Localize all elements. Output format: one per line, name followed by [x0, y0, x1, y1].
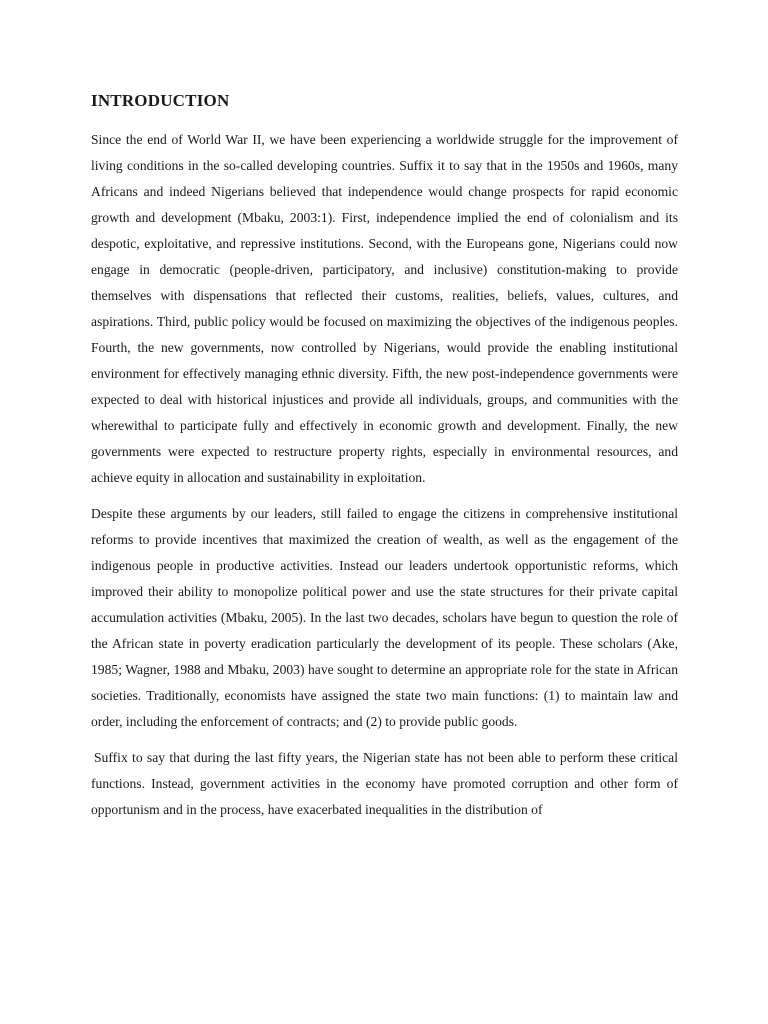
- paragraph-1: Since the end of World War II, we have been experiencing a worldwide struggle for the improvement of living conditions in the so-called developing countries. Suffix it to say that in the 1950s and 1960s, many Africans and indeed Nigerians believed that independence would change prospects for rapid economic growth and development (Mbaku, 2003:1). First, independence implied the end of colonialism and its despotic, exploitative, and repressive institutions. Second, with the Europeans gone, Nigerians could now engage in democratic (people-driven, participatory, and inclusive) constitution-making to provide themselves with dispensations that reflected their customs, realities, beliefs, values, cultures, and aspirations. Third, public policy would be focused on maximizing the objectives of the indigenous peoples. Fourth, the new governments, now controlled by Nigerians, would provide the enabling institutional environment for effectively managing ethnic diversity. Fifth, the new post-independence governments were expected to deal with historical injustices and provide all individuals, groups, and communities with the wherewithal to participate fully and effectively in economic growth and development. Finally, the new governments were expected to restructure property rights, especially in environmental resources, and achieve equity in allocation and sustainability in exploitation.: [91, 132, 678, 485]
- paragraph-2: Despite these arguments by our leaders, still failed to engage the citizens in comprehensive institutional reforms to provide incentives that maximized the creation of wealth, as well as the engagement of the indigenous people in productive activities. Instead our leaders undertook opportunistic reforms, which improved their ability to monopolize political power and use the state structures for their private capital accumulation activities (Mbaku, 2005). In the last two decades, scholars have begun to question the role of the African state in poverty eradication particularly the development of its people. These scholars (Ake, 1985; Wagner, 1988 and Mbaku, 2003) have sought to determine an appropriate role for the state in African societies. Traditionally, economists have assigned the state two main functions: (1) to maintain law and order, including the enforcement of contracts; and (2) to provide public goods.: [91, 506, 678, 729]
- page-title: INTRODUCTION: [91, 91, 230, 110]
- document-page: [91, 88, 678, 833]
- paragraph-3: Suffix to say that during the last fifty years, the Nigerian state has not been able to perform these critical functions. Instead, government activities in the economy have promoted corruption and other form of opportunism and in the process, have exacerbated inequalities in the distribution of: [91, 750, 678, 817]
